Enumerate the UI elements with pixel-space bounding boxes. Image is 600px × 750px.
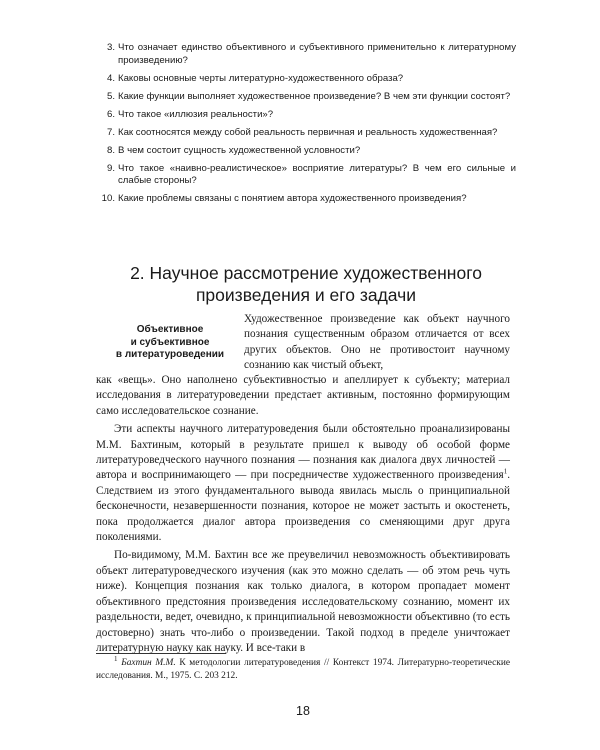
question-number: 8 . <box>96 145 115 158</box>
question-item <box>96 42 516 67</box>
section-title-line-1 <box>96 262 516 284</box>
footnote <box>96 654 511 683</box>
paragraph-1-continuation: как «вещь». Оно наполнено субъективностью и апеллирует к субъекту; материал исследования в литературоведении предстает активным, постоянно формирующим само исследовательское сознание. <box>96 374 510 417</box>
question-text: Что означает единство объективного и субъективного применительно к литературному произведению? <box>118 42 516 66</box>
footnote-divider <box>96 653 226 654</box>
question-item <box>96 73 516 86</box>
section-title-text-1: Научное рассмотрение художественного <box>149 263 482 283</box>
question-number: 10 . <box>96 193 115 206</box>
question-item <box>96 109 516 122</box>
question-item <box>96 193 516 206</box>
question-text: Какие функции выполняет художественное произведение? В чем эти функции состоят? <box>118 90 511 102</box>
question-text: Каковы основные черты литературно-художественного образа? <box>118 72 404 84</box>
section-number: 2 . <box>130 263 149 283</box>
footnote-marker: 1 <box>114 654 118 663</box>
question-text: В чем состоит сущность художественной условности? <box>118 144 361 156</box>
question-number: 6 . <box>96 109 115 122</box>
question-text: Как соотносятся между собой реальность первичная и реальность художественная? <box>118 126 498 138</box>
paragraph-intro: Художественное произведение как объект научного познания существенным образом отличается от всех других объектов. Оно не противостоит научному сознанию как чистый объект, <box>244 313 510 372</box>
paragraph-2-text-a: Эти аспекты научного литературоведения были обстоятельно проанализированы М.М. Бахтиным, который в результате пришел к выводу об особой форме литературоведческого научного познания — познания как диалога двух личностей — автора и воспринимающего — при посредничестве художественного произведения <box>96 423 510 482</box>
body-text <box>96 373 510 656</box>
page-number: 18 <box>296 704 310 718</box>
footnote-author: Бахтин М.М. <box>121 658 176 668</box>
question-text: Что такое «наивно-реалистическое» восприятие литературы? В чем его сильные и слабые стороны? <box>118 162 516 187</box>
question-item <box>96 127 516 140</box>
question-item <box>96 145 516 158</box>
paragraph-2-text-b: . Следствием из этого фундаментального вывода явилась мысль о принципиальной бесконечности, незавершенности познания, которое не может застыть и окостенеть, пока продолжается диалог автора произведения со сменяющими друг друга поколениями. <box>96 469 510 544</box>
review-questions-list <box>96 42 516 211</box>
question-text: Что такое «иллюзия реальности»? <box>118 108 274 120</box>
question-number: 5 . <box>96 91 115 104</box>
footnote-reference[interactable]: 1 <box>503 467 508 476</box>
section-title-line-2: произведения и его задачи <box>195 285 417 305</box>
footnote-text: К методологии литературоведения // Контекст 1974. Литературно-теоретические исследования. М., 1975. С. 203 212. <box>96 658 511 681</box>
section-title <box>96 262 516 306</box>
paragraph-2 <box>96 422 510 545</box>
question-item <box>96 163 516 188</box>
question-number: 4 . <box>96 73 115 86</box>
paragraph-3: По-видимому, М.М. Бахтин все же преувеличил невозможность объективировать объект литературоведческого изучения (как это можно сделать — об этом речь чуть ниже). Концепция познания как только диалога, в котором пропадает момент объективного предстояния произведения исследовательскому сознанию, момент их раздельности, ведет, очевидно, к принципиальной невозможности объективно (то есть достоверно) знать что-либо о произведении. Такой подход в пределе уничтожает литературную науку как науку. И все-таки в <box>96 549 510 654</box>
side-heading-line-2: и субъективное <box>130 336 210 348</box>
side-heading-line-3: в литературоведении <box>115 349 225 360</box>
side-heading <box>104 324 236 362</box>
side-heading-line-1: Объективное <box>136 324 204 335</box>
question-text: Какие проблемы связаны с понятием автора художественного произведения? <box>118 193 467 205</box>
question-item <box>96 91 516 104</box>
question-number: 7 . <box>96 127 115 140</box>
question-number: 9 . <box>96 163 115 176</box>
question-number: 3 . <box>96 42 115 55</box>
